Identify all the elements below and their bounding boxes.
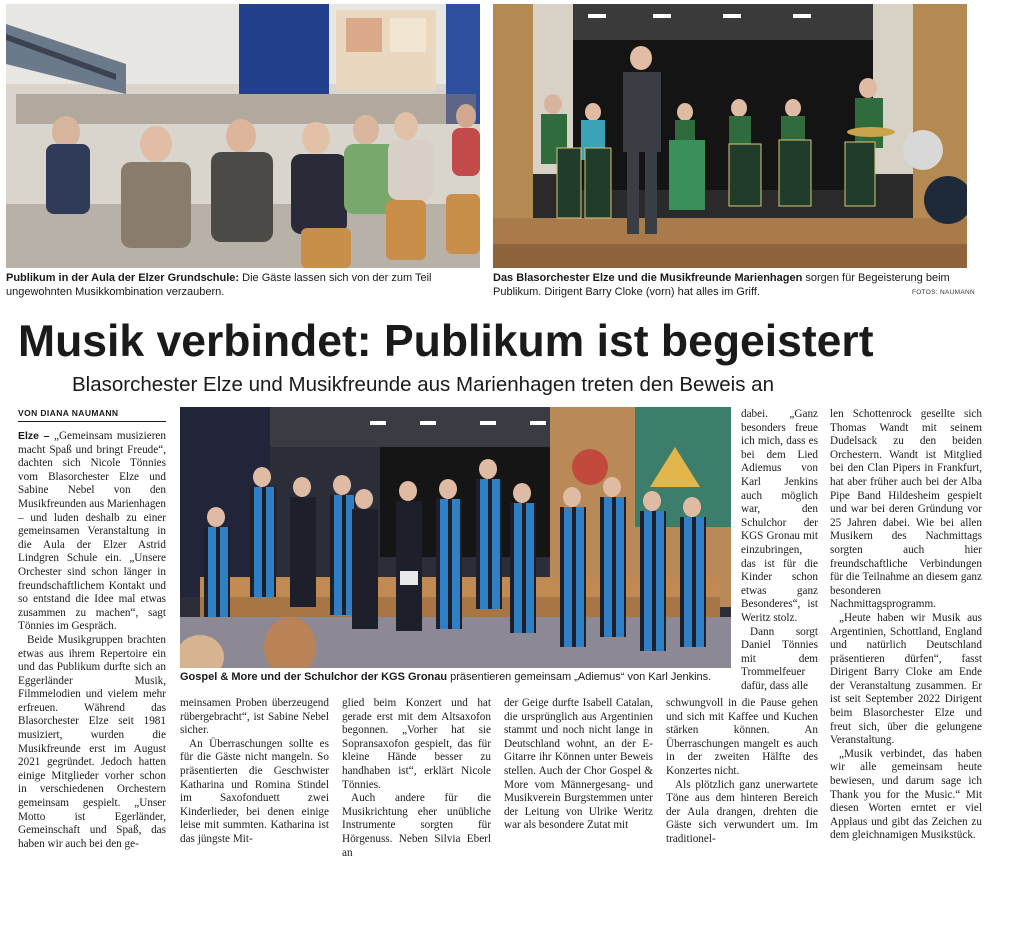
orchestra-caption-text: sorgen für Begeisterung beim Publikum. Dirigent Barry Cloke (vorn) hat alles im Griff. bbox=[493, 272, 950, 298]
article-paragraph: An Überraschungen sollte es für die Gäste nicht mangeln. So präsentierten die Geschwister Katharina und Romina Stindel im Saxofonduett zwei Kinderlieder, bei denen einige leise mit summten. Katharina ist das jüngste Mit- bbox=[180, 737, 329, 845]
headline: Musik verbindet: Publikum ist begeistert bbox=[18, 317, 874, 366]
dateline: Elze – bbox=[18, 430, 50, 442]
article-paragraph: meinsamen Proben überzeugend rübergebracht“, ist Sabine Nebel sicher. bbox=[180, 697, 329, 737]
photo-credit: FOTOS: NAUMANN bbox=[912, 289, 975, 296]
article-paragraph: len Schottenrock gesellte sich Thomas Wandt mit seinem Dudelsack zu den beiden Orchestern. Wandt ist Mitglied bei den Clan Pipers in Frankfurt, hat aber früher auch bei der Alba Pipe Band Hildesheim gespielt und war bei deren Gründung vor 25 Jahren dabei. Wie bei allen Musikern des Nachmittags sorgten auch hier freundschaftliche Verbindungen für die Teilnahme an diesem ganz besonderen Nachmittagsprogramm. bbox=[830, 408, 982, 611]
choir-caption bbox=[180, 670, 740, 684]
article-paragraph: dabei. „Ganz besonders freue ich mich, dass es bei dem Lied Adiemus von Karl Jenkins auch möglich war, den Schulchor der KGS Gronau mit einzubringen, das ist für die Kinder schon etwas ganz Besonderes“, ist Weritz stolz. bbox=[741, 408, 818, 624]
article-column-5-bottom bbox=[666, 697, 818, 847]
article-column-2 bbox=[180, 697, 329, 847]
choir-caption-text: präsentieren gemeinsam „Adiemus“ von Karl Jenkins. bbox=[447, 671, 712, 683]
audience-photo bbox=[6, 4, 480, 268]
article-paragraph: schwungvoll in die Pause gehen und sich mit Kaffee und Kuchen stärken können. An Überraschungen mangelt es auch in der zweiten Hälfte des Konzertes nicht. bbox=[666, 697, 818, 777]
article-column-1 bbox=[18, 430, 166, 851]
article-column-6 bbox=[830, 408, 982, 843]
orchestra-caption bbox=[493, 271, 971, 299]
byline: VON DIANA NAUMANN bbox=[18, 408, 166, 422]
article-paragraph: Beide Musikgruppen brachten etwas aus ihrem Repertoire ein und das Publikum durfte sich an Eggerländer Musik, Filmmelodien und vielem mehr erfreuen. Während das Blasorchester Elze seit 1981 musiziert, wurden die Musikfreunde erst im August 2021 gegründet. Jedoch hatten einige Mitglieder vorher schon in verschiedenen Orchestern gemeinsam gespielt. „Unser Motto ist Egerländer, Gemeinschaft und Spaß, das haben wir auch bei den ge- bbox=[18, 633, 166, 850]
subheadline: Blasorchester Elze und Musikfreunde aus Marienhagen treten den Beweis an bbox=[72, 373, 774, 396]
article-column-3 bbox=[342, 697, 491, 860]
article-paragraph: der Geige durfte Isabell Catalan, die ursprünglich aus Argentinien stammt und noch nicht lange in Deutschland wohnt, an der E-Gitarre ihr Können unter Beweis stellen. Auch der Chor Gospel & More vom Männergesang- und Musikverein Burgstemmen unter der Leitung von Ulrike Weritz war als besondere Zutat mit bbox=[504, 697, 653, 832]
choir-photo bbox=[180, 407, 731, 668]
article-paragraph: „Heute haben wir Musik aus Argentinien, Schottland, England und natürlich Deutschland präsentieren dürfen“, fasst Dirigent Barry Cloke am Ende der Veranstaltung zusammen. Er ist seit September 2022 Dirigent beim Blasorchester Elze und freut sich, über die gelungene Veranstaltung. bbox=[830, 611, 982, 747]
article-column-5-top bbox=[741, 408, 818, 693]
audience-caption-bold: Publikum in der Aula der Elzer Grundschule: bbox=[6, 272, 240, 284]
article-paragraph: Als plötzlich ganz unerwartete Töne aus dem hinteren Bereich der Aula drangen, drehten die Gäste sich verwundert um. Im traditionel- bbox=[666, 778, 818, 845]
audience-caption-text: Die Gäste lassen sich von der zum Teil ungewohnten Musikkombination verzaubern. bbox=[6, 272, 432, 298]
article-paragraph: Auch andere für die Musikrichtung eher unübliche Instrumente sorgten für Hörgenuss. Neben Silvia Eberl an bbox=[342, 792, 491, 859]
article-paragraph: glied beim Konzert und hat gerade erst mit dem Altsaxofon begonnen. „Vorher hat sie Sopransaxofon gespielt, das für kleine Hände besser zu handhaben ist“, erklärt Nicole Tönnies. bbox=[342, 697, 491, 791]
article-paragraph: „Musik verbindet, das haben wir alle gemeinsam heute bewiesen, und darum sage ich Thank you for the Music.“ Mit diesen Worten erntet er viel Applaus und gibt das Zeichen zu dem gleichnamigen Musikstück. bbox=[830, 747, 982, 842]
orchestra-caption-bold: Das Blasorchester Elze und die Musikfreunde Marienhagen bbox=[493, 272, 803, 284]
audience-caption bbox=[6, 271, 480, 299]
choir-caption-bold: Gospel & More und der Schulchor der KGS Gronau bbox=[180, 671, 448, 683]
article-paragraph: Dann sorgt Daniel Tönnies mit dem Trommelfeuer dafür, dass alle bbox=[741, 625, 818, 692]
orchestra-photo bbox=[493, 4, 967, 268]
article-paragraph: Elze – „Gemeinsam musizieren macht Spaß und bringt Freude“, dachten sich Nicole Tönnies vom Blasorchester Elze und Sabine Nebel von den Musikfreunden aus Marienhagen – und luden deshalb zu einer gemeinsamen Veranstaltung in die Aula der Elzer Astrid Lindgren Schule ein. „Unsere Orchester sind schon länger in freundschaftlichem Kontakt und so entstand die Idee mal etwas zusammen zu machen“, sagt Tönnies im Gespräch. bbox=[18, 430, 166, 633]
article-column-4 bbox=[504, 697, 653, 833]
